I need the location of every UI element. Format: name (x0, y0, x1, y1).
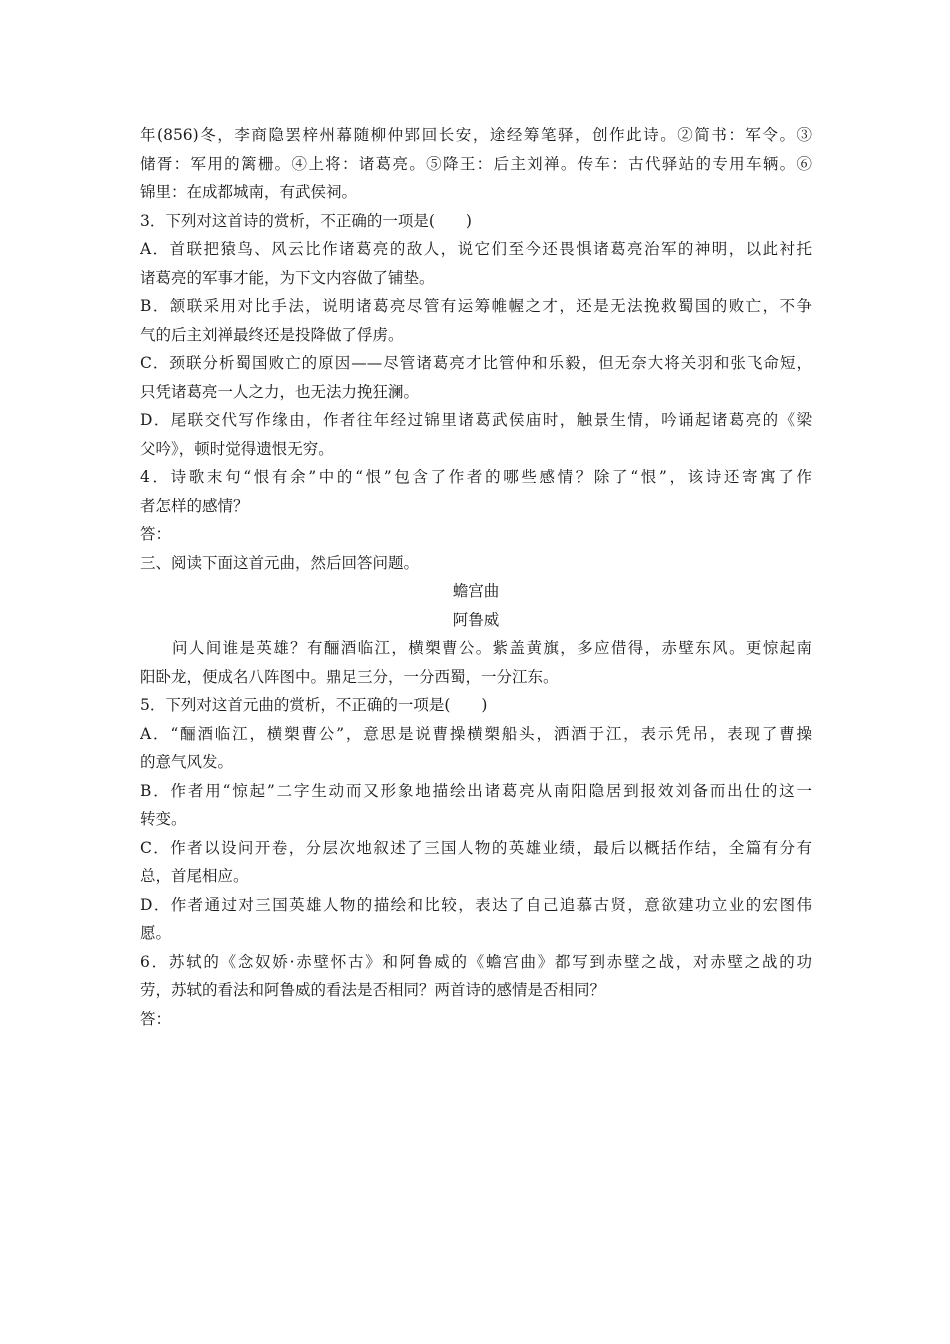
question-3-option-a-cont: 诸葛亮的军事才能，为下文内容做了铺垫。 (140, 268, 435, 287)
question-3-option-c: C．颈联分析蜀国败亡的原因——尽管诸葛亮才比管仲和乐毅，但无奈大将关羽和张飞命短， (140, 354, 812, 372)
section-3-heading: 三、阅读下面这首元曲，然后回答问题。 (140, 553, 420, 572)
note-line: 年(856)冬，李商隐罢梓州幕随柳仲郢回长安，途经筹笔驿，创作此诗。②简书：军令。③ (140, 126, 812, 144)
poem-author: 阿鲁威 (452, 610, 500, 629)
question-3-option-b-cont: 气的后主刘禅最终还是投降做了俘虏。 (140, 325, 404, 344)
question-4-stem-cont: 者怎样的感情？ (140, 496, 249, 515)
question-5-option-d: D．作者通过对三国英雄人物的描绘和比较，表达了自己追慕古贤，意欲建功立业的宏图伟 (140, 895, 812, 914)
question-5-option-a-cont: 的意气风发。 (140, 753, 234, 771)
question-3-option-b: B．颔联采用对比手法，说明诸葛亮尽管有运筹帷幄之才，还是无法挽救蜀国的败亡，不争 (140, 297, 812, 315)
question-6-stem-cont: 劳，苏轼的看法和阿鲁威的看法是否相同？两首诗的感情是否相同？ (140, 981, 606, 999)
question-3-option-c-cont: 只凭诸葛亮一人之力，也无法力挽狂澜。 (140, 382, 420, 401)
question-5-option-b-cont: 转变。 (140, 810, 187, 828)
question-5-option-a: A．“酾酒临江，横槊曹公”，意思是说曹操横槊船头，洒酒于江，表示凭吊，表现了曹操 (140, 724, 812, 743)
note-line: 储胥：军用的篱栅。④上将：诸葛亮。⑤降王：后主刘禅。传车：古代驿站的专用车辆。⑥ (140, 154, 812, 173)
question-4-answer-label: 答： (140, 525, 172, 543)
question-5-option-d-cont: 愿。 (140, 924, 172, 942)
poem-line: 阳卧龙，便成名八阵图中。鼎足三分，一分西蜀，一分江东。 (140, 667, 559, 686)
document-page (140, 121, 812, 1033)
poem-line: 问人间谁是英雄？有酾酒临江，横槊曹公。紫盖黄旗，多应借得，赤壁东风。更惊起南 (172, 639, 812, 657)
question-5-option-c-cont: 总，首尾相应。 (140, 867, 249, 885)
question-6-answer-label: 答： (140, 1009, 172, 1028)
note-line: 锦里：在成都城南，有武侯祠。 (140, 183, 358, 201)
question-4-stem: 4．诗歌末句“恨有余”中的“恨”包含了作者的哪些感情？除了“恨”，该诗还寄寓了作 (140, 468, 812, 486)
question-3-stem: 3．下列对这首诗的赏析，不正确的一项是( ) (140, 211, 472, 230)
question-5-stem: 5．下列对这首元曲的赏析，不正确的一项是( ) (140, 696, 488, 714)
question-3-option-d-cont: 父吟》，顿时觉得遗恨无穷。 (140, 439, 334, 458)
poem-title: 蟾宫曲 (452, 582, 500, 600)
question-3-option-a: A．首联把猿鸟、风云比作诸葛亮的敌人，说它们至今还畏惧诸葛亮治军的神明，以此衬托 (140, 240, 812, 258)
question-3-option-d: D．尾联交代写作缘由，作者往年经过锦里诸葛武侯庙时，触景生情，吟诵起诸葛亮的《梁 (140, 411, 812, 429)
question-5-option-b: B．作者用“惊起”二字生动而又形象地描绘出诸葛亮从南阳隐居到报效刘备而出仕的这一 (140, 781, 812, 800)
question-5-option-c: C．作者以设问开卷，分层次地叙述了三国人物的英雄业绩，最后以概括作结，全篇有分有 (140, 838, 812, 857)
question-6-stem: 6．苏轼的《念奴娇·赤壁怀古》和阿鲁威的《蟾宫曲》都写到赤壁之战，对赤壁之战的功 (140, 952, 812, 971)
